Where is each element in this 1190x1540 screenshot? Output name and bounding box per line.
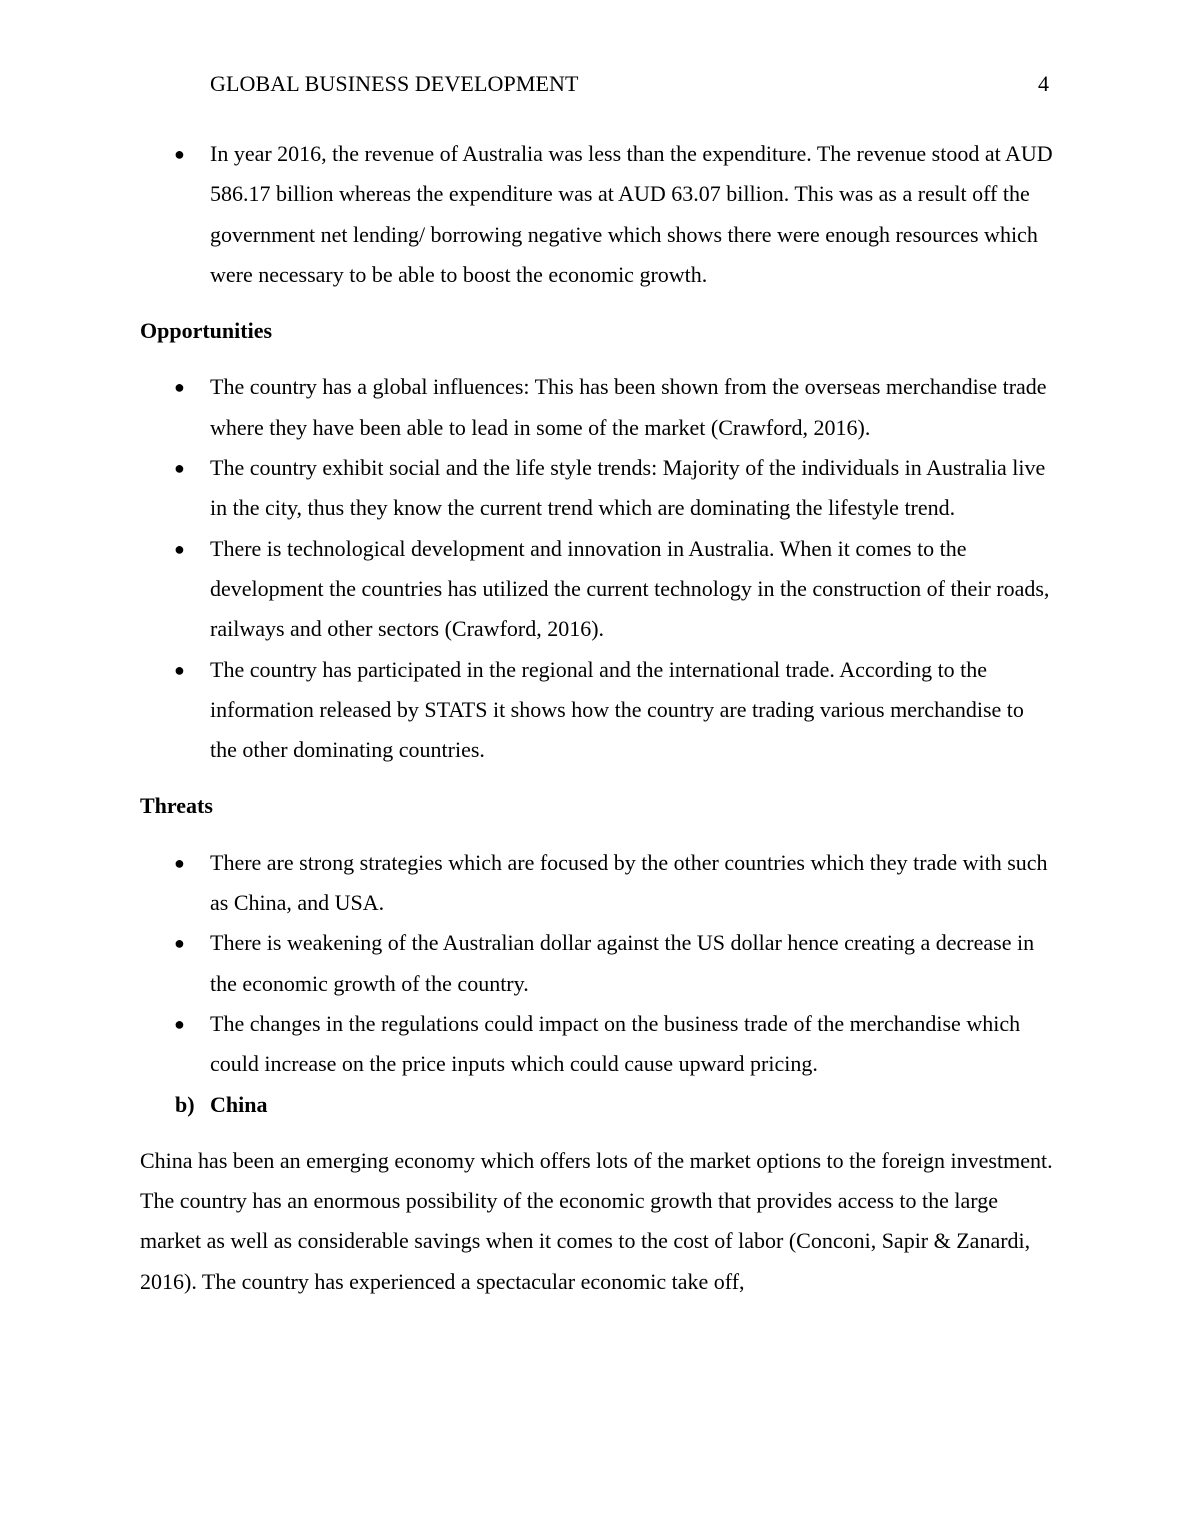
list-item-text: There is weakening of the Australian dollar against the US dollar hence creating a decrease in the economic growth of the country. [210,930,1035,996]
china-paragraph: China has been an emerging economy which offers lots of the market options to the foreign investment. The country has an enormous possibility of the economic growth that provides access to the large market as well as considerable savings when it comes to the cost of labor (Conconi, Sapir & Zanardi, 2016). The country has experienced a spectacular economic take off, [140,1147,1053,1294]
bullet-icon: ● [174,377,185,398]
page-content [140,134,1055,1302]
list-item-text: The country exhibit social and the life style trends: Majority of the individuals in Australia live in the city, thus they know the current trend which are dominating the lifestyle trend. [210,455,1046,521]
bullet-icon: ● [174,852,185,873]
intro-bullet-list [140,134,1055,295]
running-header-title: GLOBAL BUSINESS DEVELOPMENT [210,71,579,96]
list-item [140,448,1055,529]
list-item [140,923,1055,1004]
bullet-icon: ● [174,1013,185,1034]
list-item-text: There is technological development and innovation in Australia. When it comes to the development the countries has utilized the current technology in the construction of their roads, railways and other sectors (Crawford, 2016). [210,535,1050,642]
bullet-icon: ● [174,144,185,164]
bullet-icon: ● [174,458,185,479]
list-item [140,529,1055,650]
list-item [140,650,1055,771]
threats-bullet-list [140,843,1055,1085]
list-item-text: There are strong strategies which are focused by the other countries which they trade with such as China, and USA. [210,849,1048,916]
list-marker: b) [175,1091,195,1117]
list-item [140,1004,1055,1085]
bullet-icon: ● [174,659,185,680]
china-heading-text: China [210,1091,268,1117]
china-heading [140,1085,1055,1125]
opportunities-bullet-list [140,367,1055,770]
list-item-text: The country has participated in the regional and the international trade. According to the information released by STATS it shows how the country are trading various merchandise to the other dominating countries. [210,656,1024,763]
page-number: 4 [1038,71,1049,96]
bullet-icon: ● [174,538,185,559]
list-item [140,134,1055,295]
list-item [140,367,1055,448]
opportunities-heading: Opportunities [140,318,273,344]
list-item-text: In year 2016, the revenue of Australia was less than the expenditure. The revenue stood at AUD 586.17 billion whereas the expenditure was at AUD 63.07 billion. This was as a result off the government net lending/ borrowing negative which shows there were enough resources which were necessary to be able to boost the economic growth. [210,141,1053,287]
list-item-text: The changes in the regulations could impact on the business trade of the merchandise which could increase on the price inputs which could cause upward pricing. [210,1010,1021,1077]
list-item-text: The country has a global influences: This has been shown from the overseas merchandise trade where they have been able to lead in some of the market (Crawford, 2016). [210,374,1047,440]
threats-heading: Threats [140,793,213,819]
bullet-icon: ● [174,933,185,954]
list-item [140,843,1055,924]
